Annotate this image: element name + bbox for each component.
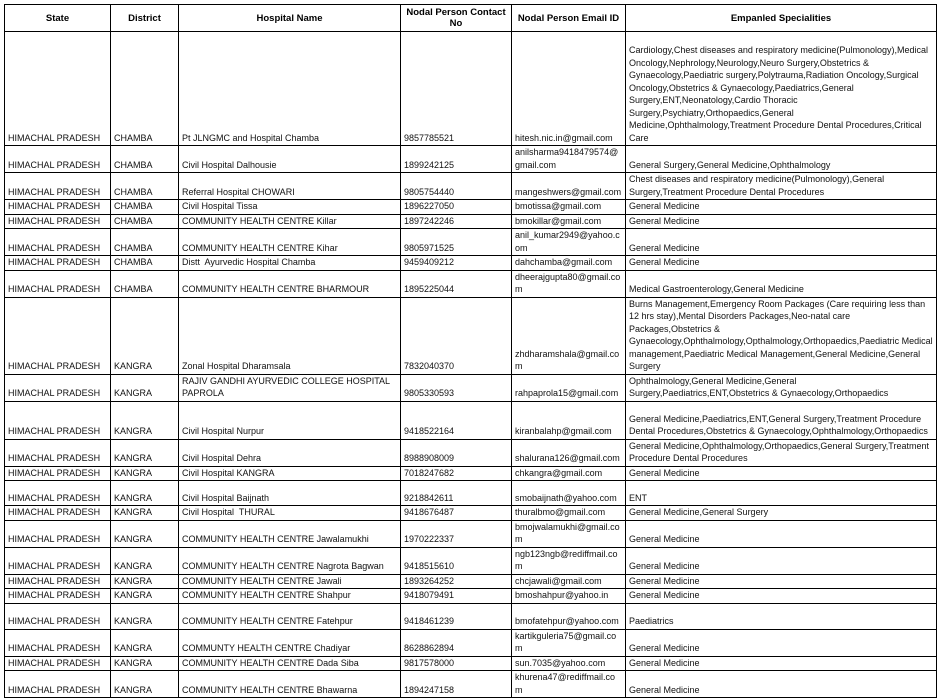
- cell-district: KANGRA: [111, 574, 179, 589]
- header-cell-hospital: Hospital Name: [179, 5, 401, 32]
- table-row: [5, 214, 937, 229]
- cell-district: KANGRA: [111, 671, 179, 698]
- cell-state: HIMACHAL PRADESH: [5, 214, 111, 229]
- cell-state: HIMACHAL PRADESH: [5, 270, 111, 297]
- cell-specialities: General Medicine: [626, 214, 937, 229]
- cell-district: CHAMBA: [111, 200, 179, 215]
- cell-contact: 9418522164: [401, 401, 512, 439]
- cell-email: dheerajgupta80@gmail.com: [512, 270, 626, 297]
- cell-state: HIMACHAL PRADESH: [5, 229, 111, 256]
- cell-hospital: COMMUNITY HEALTH CENTRE Jawali: [179, 574, 401, 589]
- cell-hospital: Civil Hospital KANGRA: [179, 466, 401, 481]
- cell-hospital: Civil Hospital Tissa: [179, 200, 401, 215]
- cell-specialities: General Surgery,General Medicine,Ophthalmology: [626, 146, 937, 173]
- cell-state: HIMACHAL PRADESH: [5, 32, 111, 146]
- cell-email: zhdharamshala@gmail.com: [512, 297, 626, 374]
- cell-email: chkangra@gmail.com: [512, 466, 626, 481]
- table-row: [5, 270, 937, 297]
- cell-contact: 9418676487: [401, 506, 512, 521]
- cell-district: KANGRA: [111, 401, 179, 439]
- cell-state: HIMACHAL PRADESH: [5, 520, 111, 547]
- cell-state: HIMACHAL PRADESH: [5, 603, 111, 629]
- table-row: [5, 589, 937, 604]
- cell-hospital: COMMUNITY HEALTH CENTRE Killar: [179, 214, 401, 229]
- header-cell-contact: Nodal Person Contact No: [401, 5, 512, 32]
- cell-state: HIMACHAL PRADESH: [5, 200, 111, 215]
- cell-hospital: COMMUNITY HEALTH CENTRE Jawalamukhi: [179, 520, 401, 547]
- cell-district: KANGRA: [111, 466, 179, 481]
- cell-contact: 9805330593: [401, 374, 512, 401]
- cell-contact: 9418461239: [401, 603, 512, 629]
- cell-email: bmotissa@gmail.com: [512, 200, 626, 215]
- cell-state: HIMACHAL PRADESH: [5, 629, 111, 656]
- cell-hospital: COMMUNITY HEALTH CENTRE BHARMOUR: [179, 270, 401, 297]
- cell-contact: 9418515610: [401, 547, 512, 574]
- table-row: [5, 146, 937, 173]
- cell-hospital: Civil Hospital Dalhousie: [179, 146, 401, 173]
- cell-district: CHAMBA: [111, 173, 179, 200]
- cell-district: CHAMBA: [111, 270, 179, 297]
- cell-contact: 1899242125: [401, 146, 512, 173]
- cell-email: thuralbmo@gmail.com: [512, 506, 626, 521]
- cell-specialities: ENT: [626, 481, 937, 506]
- cell-district: KANGRA: [111, 481, 179, 506]
- cell-hospital: Zonal Hospital Dharamsala: [179, 297, 401, 374]
- cell-district: KANGRA: [111, 506, 179, 521]
- cell-district: KANGRA: [111, 589, 179, 604]
- cell-specialities: Medical Gastroenterology,General Medicine: [626, 270, 937, 297]
- table-row: [5, 32, 937, 146]
- table-row: [5, 481, 937, 506]
- cell-contact: 8628862894: [401, 629, 512, 656]
- cell-hospital: Distt Ayurvedic Hospital Chamba: [179, 256, 401, 271]
- cell-contact: 9805754440: [401, 173, 512, 200]
- cell-specialities: General Medicine: [626, 229, 937, 256]
- cell-contact: 7018247682: [401, 466, 512, 481]
- cell-hospital: Civil Hospital Dehra: [179, 439, 401, 466]
- table-row: [5, 574, 937, 589]
- cell-email: shalurana126@gmail.com: [512, 439, 626, 466]
- cell-district: KANGRA: [111, 603, 179, 629]
- cell-specialities: Ophthalmology,General Medicine,General Surgery,Paediatrics,ENT,Obstetrics & Gynaecology,Orthopaedics: [626, 374, 937, 401]
- cell-district: CHAMBA: [111, 32, 179, 146]
- cell-specialities: Cardiology,Chest diseases and respiratory medicine(Pulmonology),Medical Oncology,Nephrology,Neurology,Neuro Surgery,Obstetrics & Gynaecology,Paediatric surgery,Polytrauma,Radiation Oncology,Surgical Oncology,Obstetrics & Gynaecology,Paediatrics,General Surgery,ENT,Neonatology,Cardio Thoracic Surgery,Psychiatry,Orthopaedics,General Medicine,Ophthalmology,Treatment Procedure Dental Procedures,Critical Care: [626, 32, 937, 146]
- cell-district: KANGRA: [111, 374, 179, 401]
- cell-specialities: General Medicine: [626, 466, 937, 481]
- table-row: [5, 439, 937, 466]
- table-row: [5, 547, 937, 574]
- cell-state: HIMACHAL PRADESH: [5, 506, 111, 521]
- cell-specialities: General Medicine: [626, 629, 937, 656]
- cell-contact: 9857785521: [401, 32, 512, 146]
- table-row: [5, 374, 937, 401]
- document-page: [0, 4, 938, 695]
- table-row: [5, 603, 937, 629]
- table-row: [5, 671, 937, 698]
- cell-contact: 9418079491: [401, 589, 512, 604]
- cell-specialities: Paediatrics: [626, 603, 937, 629]
- cell-email: khurena47@rediffmail.com: [512, 671, 626, 698]
- cell-state: HIMACHAL PRADESH: [5, 439, 111, 466]
- cell-specialities: Burns Management,Emergency Room Packages (Care requiring less than 12 hrs stay),Mental Disorders Packages,Neo-natal care Packages,Obstetrics & Gynaecology,Ophthalmology,Opthalmology,Orthopaedics,Paediatric Medical management,Paediatric Medical Management,General Medicine,General Surgery: [626, 297, 937, 374]
- cell-district: CHAMBA: [111, 214, 179, 229]
- cell-contact: 1894247158: [401, 671, 512, 698]
- cell-hospital: Pt JLNGMC and Hospital Chamba: [179, 32, 401, 146]
- cell-contact: 1893264252: [401, 574, 512, 589]
- cell-district: KANGRA: [111, 547, 179, 574]
- cell-email: anil_kumar2949@yahoo.com: [512, 229, 626, 256]
- header-cell-email: Nodal Person Email ID: [512, 5, 626, 32]
- cell-specialities: General Medicine: [626, 547, 937, 574]
- cell-state: HIMACHAL PRADESH: [5, 656, 111, 671]
- table-row: [5, 256, 937, 271]
- table-row: [5, 520, 937, 547]
- cell-state: HIMACHAL PRADESH: [5, 374, 111, 401]
- header-cell-district: District: [111, 5, 179, 32]
- cell-specialities: General Medicine: [626, 589, 937, 604]
- cell-specialities: General Medicine,General Surgery: [626, 506, 937, 521]
- cell-state: HIMACHAL PRADESH: [5, 173, 111, 200]
- cell-contact: 9805971525: [401, 229, 512, 256]
- cell-hospital: RAJIV GANDHI AYURVEDIC COLLEGE HOSPITAL PAPROLA: [179, 374, 401, 401]
- cell-district: KANGRA: [111, 629, 179, 656]
- cell-specialities: General Medicine: [626, 656, 937, 671]
- cell-contact: 9459409212: [401, 256, 512, 271]
- cell-hospital: COMMUNTY HEALTH CENTRE Chadiyar: [179, 629, 401, 656]
- cell-district: KANGRA: [111, 439, 179, 466]
- header-row: [5, 5, 937, 32]
- cell-hospital: COMMUNITY HEALTH CENTRE Bhawarna: [179, 671, 401, 698]
- cell-contact: 9817578000: [401, 656, 512, 671]
- cell-email: bmoshahpur@yahoo.in: [512, 589, 626, 604]
- cell-email: bmojwalamukhi@gmail.com: [512, 520, 626, 547]
- cell-hospital: COMMUNITY HEALTH CENTRE Kihar: [179, 229, 401, 256]
- cell-email: rahpaprola15@gmail.com: [512, 374, 626, 401]
- cell-email: kiranbalahp@gmail.com: [512, 401, 626, 439]
- cell-state: HIMACHAL PRADESH: [5, 547, 111, 574]
- cell-district: CHAMBA: [111, 146, 179, 173]
- empanelled-hospitals-table: [4, 4, 937, 698]
- header-cell-specialities: Empanled Specialities: [626, 5, 937, 32]
- cell-email: ngb123ngb@rediffmail.com: [512, 547, 626, 574]
- cell-specialities: General Medicine: [626, 520, 937, 547]
- table-row: [5, 297, 937, 374]
- cell-specialities: General Medicine,Paediatrics,ENT,General Surgery,Treatment Procedure Dental Procedures,Obstetrics & Gynaecology,Ophthalmology,Orthopaedics: [626, 401, 937, 439]
- cell-hospital: COMMUNITY HEALTH CENTRE Shahpur: [179, 589, 401, 604]
- cell-state: HIMACHAL PRADESH: [5, 146, 111, 173]
- cell-district: CHAMBA: [111, 229, 179, 256]
- cell-email: anilsharma9418479574@gmail.com: [512, 146, 626, 173]
- cell-district: CHAMBA: [111, 256, 179, 271]
- table-row: [5, 506, 937, 521]
- cell-district: KANGRA: [111, 297, 179, 374]
- table-row: [5, 229, 937, 256]
- cell-contact: 1896227050: [401, 200, 512, 215]
- table-row: [5, 466, 937, 481]
- cell-email: bmokillar@gmail.com: [512, 214, 626, 229]
- cell-email: kartikguleria75@gmail.com: [512, 629, 626, 656]
- cell-specialities: General Medicine: [626, 671, 937, 698]
- table-row: [5, 401, 937, 439]
- cell-state: HIMACHAL PRADESH: [5, 671, 111, 698]
- table-row: [5, 629, 937, 656]
- cell-specialities: General Medicine: [626, 574, 937, 589]
- cell-email: chcjawali@gmail.com: [512, 574, 626, 589]
- table-body: [5, 32, 937, 698]
- cell-hospital: Civil Hospital THURAL: [179, 506, 401, 521]
- cell-specialities: General Medicine: [626, 256, 937, 271]
- table-row: [5, 173, 937, 200]
- cell-hospital: COMMUNITY HEALTH CENTRE Fatehpur: [179, 603, 401, 629]
- cell-hospital: Referral Hospital CHOWARI: [179, 173, 401, 200]
- cell-state: HIMACHAL PRADESH: [5, 481, 111, 506]
- table-row: [5, 200, 937, 215]
- cell-email: dahchamba@gmail.com: [512, 256, 626, 271]
- cell-contact: 1897242246: [401, 214, 512, 229]
- cell-email: smobaijnath@yahoo.com: [512, 481, 626, 506]
- cell-district: KANGRA: [111, 656, 179, 671]
- table-row: [5, 656, 937, 671]
- cell-specialities: General Medicine: [626, 200, 937, 215]
- cell-hospital: COMMUNITY HEALTH CENTRE Nagrota Bagwan: [179, 547, 401, 574]
- cell-state: HIMACHAL PRADESH: [5, 297, 111, 374]
- cell-state: HIMACHAL PRADESH: [5, 466, 111, 481]
- cell-email: sun.7035@yahoo.com: [512, 656, 626, 671]
- cell-state: HIMACHAL PRADESH: [5, 401, 111, 439]
- cell-email: hitesh.nic.in@gmail.com: [512, 32, 626, 146]
- cell-district: KANGRA: [111, 520, 179, 547]
- cell-contact: 8988908009: [401, 439, 512, 466]
- cell-hospital: Civil Hospital Baijnath: [179, 481, 401, 506]
- cell-state: HIMACHAL PRADESH: [5, 574, 111, 589]
- cell-email: bmofatehpur@yahoo.com: [512, 603, 626, 629]
- cell-specialities: General Medicine,Ophthalmology,Orthopaedics,General Surgery,Treatment Procedure Dental Procedures: [626, 439, 937, 466]
- cell-hospital: Civil Hospital Nurpur: [179, 401, 401, 439]
- cell-state: HIMACHAL PRADESH: [5, 256, 111, 271]
- cell-contact: 9218842611: [401, 481, 512, 506]
- header-cell-state: State: [5, 5, 111, 32]
- cell-email: mangeshwers@gmail.com: [512, 173, 626, 200]
- cell-contact: 7832040370: [401, 297, 512, 374]
- cell-contact: 1895225044: [401, 270, 512, 297]
- cell-contact: 1970222337: [401, 520, 512, 547]
- cell-state: HIMACHAL PRADESH: [5, 589, 111, 604]
- cell-specialities: Chest diseases and respiratory medicine(Pulmonology),General Surgery,Treatment Procedure Dental Procedures: [626, 173, 937, 200]
- cell-hospital: COMMUNITY HEALTH CENTRE Dada Siba: [179, 656, 401, 671]
